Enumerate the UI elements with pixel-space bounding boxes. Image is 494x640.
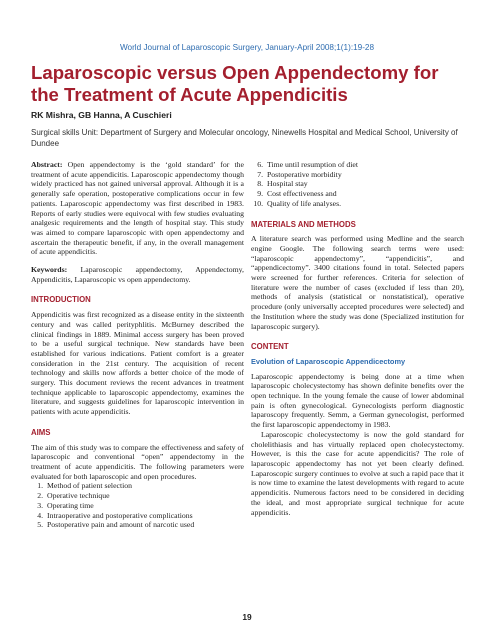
content-paragraph-2: Laparoscopic cholecystectomy is now the gold standard for cholelithiasis and has virtually replaced open cholecystectomy. However, is this the case for acute appendicitis? The role of laparoscopic appendectomy has not yet been clearly defined. Laparoscopic surgery continues to evolve at such a rapid pace that it is now time to examine the latest developments with regard to acute appendicitis. Numerous factors need to be considered in deciding the ideal, and most appropriate surgical technique for acute appendicitis. (251, 429, 464, 517)
abstract-text: Open appendectomy is the ‘gold standard’ for the treatment of acute appendicitis. Laparoscopic appendectomy though widely practiced has not gained universal approval. Although it is a generally safe operation, postoperative complications occur in few patients. Laparoscopic appendectomy was first described in 1983. Reports of early studies were equivocal with few studies evaluating analgesic requirements and the length of hospital stay. This study was aimed to compare laparoscopic with open appendectomy and ascertain the therapeutic benefit, if any, in the overall management of acute appendicitis. (31, 160, 244, 257)
right-column (251, 160, 464, 517)
parameters-list-part1 (31, 481, 244, 530)
aims-text: The aim of this study was to compare the effectiveness and safety of laparoscopic and conventional “open” appendectomy in the treatment of acute appendicitis. The following parameters were evaluated for both laparoscopic and open procedures. (31, 442, 244, 481)
materials-text: A literature search was performed using Medline and the search engine Google. The following search terms were used: “laparoscopic appendectomy”, “appendicitis”, and “appendicectomy”. 3400 citations found in total. Selected papers were screened for further references. Criteria for selection of literature were the number of cases (excluded if less than 20), methods of analysis (statistical or nonstatistical), operative procedure (only universally accepted procedures were selected) and the Institution where the study was done (Specialized institution for laparoscopic surgery). (251, 234, 464, 331)
keywords (31, 265, 244, 284)
keywords-label: Keywords: (31, 265, 68, 275)
content-paragraph-1: Laparoscopic appendectomy is being done at a time when laparoscopic cholecystectomy has shown definite benefits over the open technique. In the young female the cause of lower abdominal pain is often gynecological. Gynecologists perform diagnostic laparoscopy frequently. Semm, a German gynecologist, performed the first laparoscopic appendectomy in 1983. (251, 371, 464, 430)
list-item: 6. Time until resumption of diet (265, 160, 464, 170)
list-item: 5. Postoperative pain and amount of narcotic used (45, 520, 244, 530)
list-item: 7. Postoperative morbidity (265, 170, 464, 180)
abstract (31, 160, 244, 257)
authors: RK Mishra, GB Hanna, A Cuschieri (31, 110, 172, 120)
materials-heading: MATERIALS AND METHODS (251, 219, 356, 229)
list-item: 9. Cost effectiveness and (265, 189, 464, 199)
content-heading: CONTENT (251, 342, 289, 352)
keywords-text: Laparoscopic appendectomy, Appendectomy, Appendicitis, Laparoscopic vs open appendectomy. (31, 265, 244, 284)
page-number: 19 (242, 612, 252, 622)
abstract-label: Abstract: (31, 160, 63, 169)
list-item: 10. Quality of life analyses. (265, 199, 464, 209)
list-item: 1. Method of patient selection (45, 481, 244, 491)
introduction-heading: INTRODUCTION (31, 295, 91, 305)
evolution-subheading: Evolution of Laparoscopic Appendicectomy (251, 356, 406, 366)
list-item: 8. Hospital stay (265, 179, 464, 189)
left-column (31, 160, 244, 530)
list-item: 3. Operating time (45, 501, 244, 511)
aims-heading: AIMS (31, 427, 51, 437)
affiliation: Surgical skills Unit: Department of Surgery and Molecular oncology, Ninewells Hospital and Medical School, University of Dundee (31, 128, 458, 148)
introduction-text: Appendicitis was first recognized as a disease entity in the sixteenth century and was called perityphlitis. McBurney described the clinical findings in 1889. Minimal access surgery has been proved to be a useful surgical technique. New standards have been established for various indications. Patient comfort is a greater consideration in the 21st century. The acquisition of recent technology and skills now affords a better choice of the mode of surgery. This document reviews the recent advances in treatment technique applicable to laparoscopic appendectomy, examines the literature, and suggests guidelines for laparoscopic intervention in patients with acute appendicitis. (31, 310, 244, 417)
list-item: 2. Operative technique (45, 491, 244, 501)
article-title: Laparoscopic versus Open Appendectomy for the Treatment of Acute Appendicitis (31, 62, 439, 105)
list-item: 4. Intraoperative and postoperative complications (45, 511, 244, 521)
parameters-list-part2 (251, 160, 464, 209)
journal-header: World Journal of Laparoscopic Surgery, January-April 2008;1(1):19-28 (119, 43, 375, 52)
